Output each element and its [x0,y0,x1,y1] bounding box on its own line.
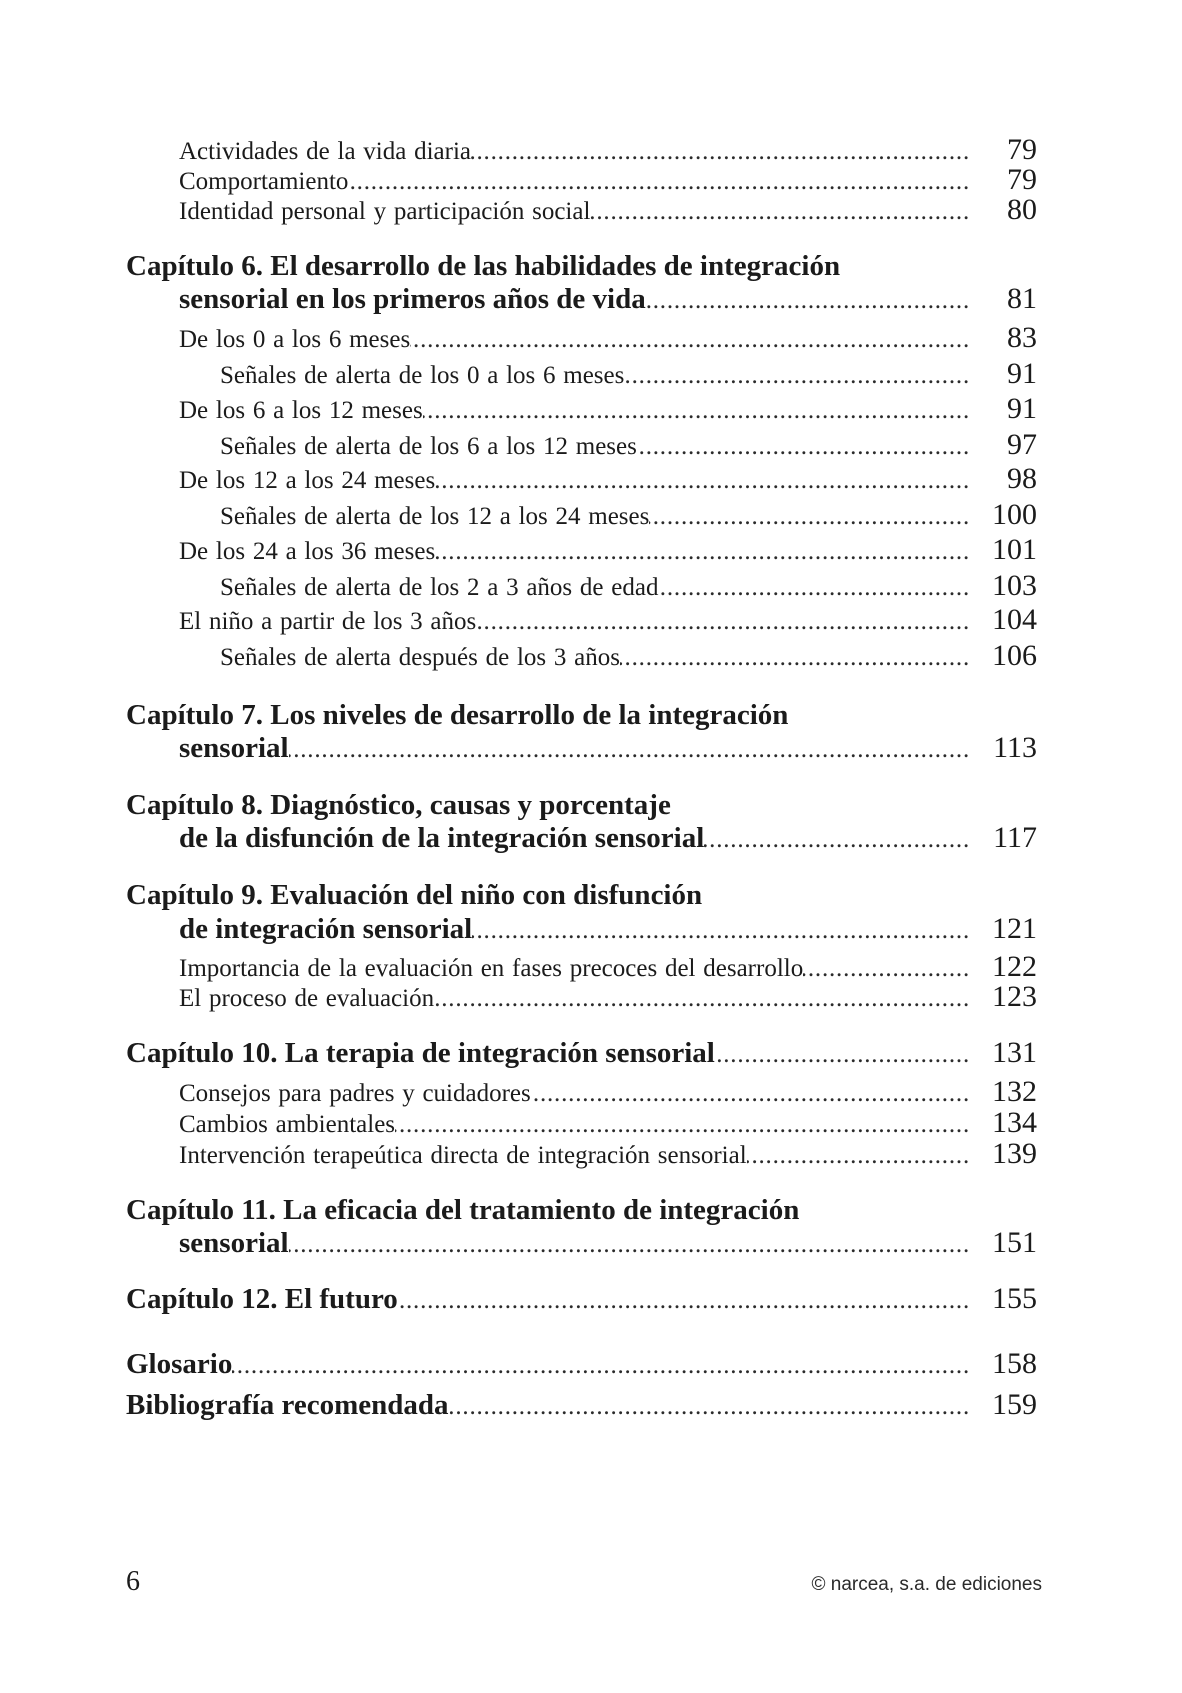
chapter-title: Capítulo 8. Diagnóstico, causas y porcentaje [126,789,671,821]
entry-title: Comportamiento [179,168,349,195]
chapter-title: Capítulo 11. La eficacia del tratamiento de integración [126,1194,800,1226]
dot-leader [289,1228,970,1262]
chapter-9-heading-line-2 [179,912,1037,946]
entry-title: Importancia de la evaluación en fases precoces del desarrollo [179,955,804,982]
chapter-7-heading-line-1 [126,698,1037,732]
dot-leader [434,982,970,1016]
page-footer [126,1565,1042,1599]
dot-leader [476,605,970,639]
chapter-9-heading-line-1 [126,878,1037,912]
page-number: 117 [993,821,1037,854]
chapter-title-continuation: sensorial [179,1227,289,1259]
toc-entry-24-36-meses [179,533,1037,567]
chapter-6-heading-line-1 [126,249,1037,283]
dot-leader [398,1284,970,1318]
entry-title: Cambios ambientales [179,1111,396,1138]
page-number: 121 [992,912,1037,945]
page-number: 106 [992,639,1037,672]
entry-title: Señales de alerta de los 2 a 3 años de edad [220,574,659,601]
entry-title: Señales de alerta de los 0 a los 6 meses [220,362,625,389]
dot-leader [637,430,970,464]
toc-entry-proceso-evaluacion [179,980,1037,1014]
toc-entry-identidad-personal [179,193,1037,227]
toc-entry-bibliografia [126,1388,1037,1422]
page-number: 159 [992,1388,1037,1421]
dot-leader [620,641,970,675]
dot-leader [658,571,970,605]
entry-title: Consejos para padres y cuidadores [179,1080,531,1107]
toc-entry-importancia-evaluacion [179,950,1037,984]
entry-title: De los 12 a los 24 meses [179,467,436,494]
entry-title: Señales de alerta después de los 3 años [220,644,620,671]
toc-entry-0-6-meses [179,321,1037,355]
dot-leader [448,1390,970,1424]
toc-subentry-alerta-0-6-meses [220,357,1037,391]
chapter-10-heading [126,1036,1037,1070]
page-number: 155 [992,1282,1037,1315]
dot-leader [590,195,970,229]
page-number: 104 [992,603,1037,636]
page-number: 123 [992,980,1037,1013]
chapter-7-heading-line-2 [179,731,1037,765]
page-number: 91 [1007,357,1037,390]
page-number: 101 [992,533,1037,566]
toc-subentry-alerta-2-3-anos [220,569,1037,603]
page-number: 139 [992,1137,1037,1170]
folio-page-number: 6 [126,1566,140,1597]
chapter-6-heading-line-2 [179,282,1037,316]
toc-entry-6-12-meses [179,392,1037,426]
entry-title: Actividades de la vida diaria [179,138,471,165]
page-number: 100 [992,498,1037,531]
publisher-copyright: © narcea, s.a. de ediciones [811,1574,1042,1595]
chapter-11-heading-line-2 [179,1226,1037,1260]
toc-entry-intervencion-terapeutica [179,1137,1037,1171]
dot-leader [289,733,970,767]
entry-title: Bibliografía recomendada [126,1389,449,1421]
page-number: 134 [992,1106,1037,1139]
dot-leader [646,284,970,318]
page-number: 97 [1007,428,1037,461]
dot-leader [747,1139,970,1173]
dot-leader [715,1038,970,1072]
toc-entry-actividades-vida-diaria [179,133,1037,167]
chapter-8-heading-line-1 [126,788,1037,822]
page-number: 98 [1007,462,1037,495]
toc-entry-12-24-meses [179,462,1037,496]
entry-title: Identidad personal y participación social [179,198,591,225]
entry-title: De los 24 a los 36 meses [179,538,436,565]
toc-subentry-alerta-12-24-meses [220,498,1037,532]
chapter-8-heading-line-2 [179,821,1037,855]
toc-subentry-alerta-6-12-meses [220,428,1037,462]
entry-title: Señales de alerta de los 12 a los 24 meses [220,503,650,530]
page-number: 113 [993,731,1037,764]
entry-title: De los 6 a los 12 meses [179,397,423,424]
dot-leader [423,394,970,428]
chapter-12-heading [126,1282,1037,1316]
entry-title: Intervención terapeútica directa de integración sensorial [179,1142,747,1169]
chapter-title: Capítulo 9. Evaluación del niño con disfunción [126,879,703,911]
dot-leader [435,535,970,569]
dot-leader [435,464,970,498]
page-number: 151 [992,1226,1037,1259]
page-number: 132 [992,1075,1037,1108]
toc-entry-glosario [126,1347,1037,1381]
page-number: 122 [992,950,1037,983]
chapter-title: Capítulo 6. El desarrollo de las habilidades de integración [126,250,841,282]
dot-leader [232,1349,970,1383]
chapter-title-continuation: sensorial en los primeros años de vida [179,283,646,315]
page-number: 79 [1007,133,1037,166]
toc-entry-comportamiento [179,163,1037,197]
page-number: 158 [992,1347,1037,1380]
page-number: 81 [1007,282,1037,315]
entry-title: El proceso de evaluación [179,985,435,1012]
toc-entry-cambios-ambientales [179,1106,1037,1140]
dot-leader [472,914,970,948]
toc-entry-nino-3-anos [179,603,1037,637]
chapter-title: Capítulo 10. La terapia de integración sensorial [126,1037,715,1069]
dot-leader [624,359,970,393]
dot-leader [410,323,970,357]
page-number: 91 [1007,392,1037,425]
toc-entry-consejos-padres [179,1075,1037,1109]
chapter-title: Capítulo 7. Los niveles de desarrollo de la integración [126,699,789,731]
chapter-title-continuation: de la disfunción de la integración sensorial [179,822,705,854]
chapter-title-continuation: de integración sensorial [179,913,473,945]
chapter-11-heading-line-1 [126,1193,1037,1227]
entry-title: De los 0 a los 6 meses [179,326,411,353]
chapter-title-continuation: sensorial [179,732,289,764]
entry-title: Señales de alerta de los 6 a los 12 meses [220,433,637,460]
page-number: 83 [1007,321,1037,354]
dot-leader [704,823,970,857]
toc-subentry-alerta-despues-3-anos [220,639,1037,673]
page-number: 80 [1007,193,1037,226]
page-number: 79 [1007,163,1037,196]
page-number: 103 [992,569,1037,602]
page-number: 131 [992,1036,1037,1069]
chapter-title: Capítulo 12. El futuro [126,1283,398,1315]
entry-title: El niño a partir de los 3 años [179,608,477,635]
entry-title: Glosario [126,1348,233,1380]
dot-leader [649,500,970,534]
